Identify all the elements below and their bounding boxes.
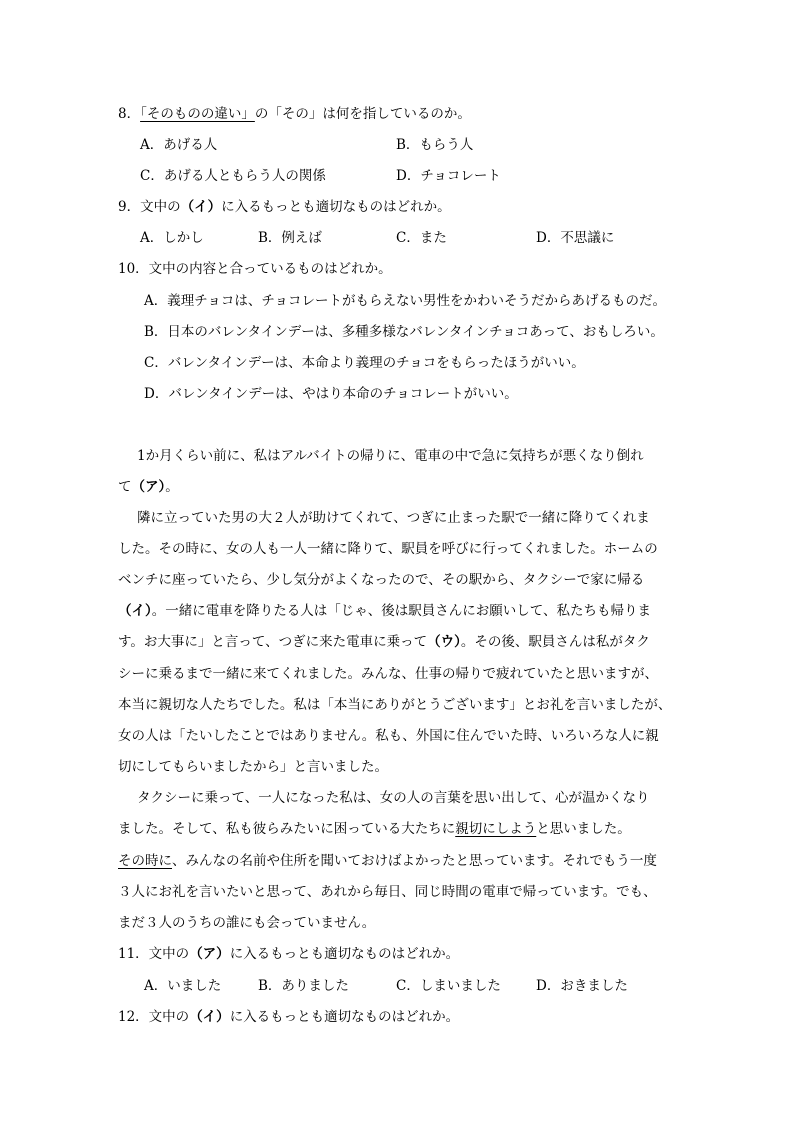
q8-number: 8． bbox=[118, 106, 141, 122]
q9-option-a: A．しかし bbox=[140, 230, 204, 246]
passage-text: 。その後、駅員さんは私がタク bbox=[460, 634, 650, 650]
passage-text: 。一緒に電車を降りたる人は「じゃ、後は駅員さんにお願いして、私たちも帰りま bbox=[151, 603, 651, 619]
q12-stem-rest: に入るもっとも適切なものはどれか。 bbox=[229, 1009, 460, 1025]
q10-option-c: C．バレンタインデーは、本命より義理のチョコをもらったほうがいい。 bbox=[144, 355, 585, 371]
q8-stem-rest: の「その」は何を指しているのか。 bbox=[254, 106, 471, 122]
q9-option-d: D．不思議に bbox=[536, 230, 615, 246]
passage-line: ３人にお礼を言いたいと思って、あれから毎日、同じ時間の電車で帰っています。でも、 bbox=[118, 884, 657, 900]
q12-number: 12．文中の bbox=[118, 1009, 190, 1025]
passage-line: シーに乗るまで一緒に来てくれました。みんな、仕事の帰りで疲れていたと思いますが、 bbox=[118, 666, 658, 682]
blank-i: （イ） bbox=[118, 603, 152, 619]
passage-line: まだ３人のうちの誰にも会っていません。 bbox=[118, 915, 376, 931]
passage-line: タクシーに乗って、一人になった私は、女の人の言葉を思い出して、心が温かくなり bbox=[137, 790, 650, 806]
q8-option-a: A．あげる人 bbox=[140, 137, 218, 153]
q8-option-c: C．あげる人ともらう人の関係 bbox=[140, 168, 326, 184]
q9-option-c: C．また bbox=[396, 230, 447, 246]
passage-line: 本当に親切な人たちでした。私は「本当にありがとうございます」とお礼を言いましたが、 bbox=[118, 697, 672, 713]
q8-option-b: B．もらう人 bbox=[396, 137, 474, 153]
q9-stem bbox=[118, 198, 451, 216]
q10-option-a: A．義理チョコは、チョコレートがもらえない男性をかわいそうだからあげるものだ。 bbox=[144, 293, 666, 309]
passage-line: 切にしてもらいましたから」と言いました。 bbox=[118, 759, 388, 775]
q11-option-c: C．しまいました bbox=[396, 978, 501, 994]
passage-line bbox=[118, 820, 631, 838]
q10-stem: 10．文中の内容と合っているものはどれか。 bbox=[118, 261, 392, 277]
q11-stem-rest: に入るもっとも適切なものはどれか。 bbox=[229, 946, 460, 962]
blank-a: （ア） bbox=[131, 479, 166, 495]
passage-line: した。その時に、女の人も一人一緒に降りて、駅員を呼びに行ってくれました。ホームの bbox=[118, 541, 658, 557]
q9-stem-rest: に入るもっとも適切なものはどれか。 bbox=[221, 199, 451, 215]
q10-option-b: B．日本のバレンタインデーは、多種多様なバレンタインチョコあって、おもしろい。 bbox=[144, 324, 664, 340]
passage-line: 1か月くらい前に、私はアルバイトの帰りに、電車の中で急に気持ちが悪くなり倒れ bbox=[137, 448, 644, 464]
passage-text: す。お大事に」と言って、つぎに来た電車に乗って bbox=[118, 634, 428, 650]
passage-line: 女の人は「たいしたことではありません。私も、外国に住んでいた時、いろいろな人に親 bbox=[118, 728, 659, 744]
passage-line: 隣に立っていた男の大２人が助けてくれて、つぎに止まった駅で一緒に降りてくれま bbox=[137, 510, 650, 526]
underlined-phrase: その時に bbox=[118, 853, 172, 869]
passage-text: 、みんなの名前や住所を聞いておけばよかったと思っています。それでもう一度 bbox=[172, 853, 657, 869]
q8-option-d: D．チョコレート bbox=[396, 168, 501, 184]
q12-stem bbox=[118, 1008, 459, 1026]
q11-blank: （ア） bbox=[189, 946, 230, 962]
blank-u: （ウ） bbox=[427, 634, 461, 650]
q10-option-d: D．バレンタインデーは、やはり本命のチョコレートがいい。 bbox=[144, 386, 518, 402]
q11-stem bbox=[118, 945, 459, 963]
passage-line bbox=[118, 852, 657, 870]
q11-option-a: A．いました bbox=[144, 978, 222, 994]
passage-line bbox=[118, 602, 651, 620]
passage-text: て bbox=[118, 479, 132, 495]
q12-blank: （イ） bbox=[189, 1009, 230, 1025]
passage-line: ベンチに座っていたら、少し気分がよくなったので、その駅から、タクシーで家に帰る bbox=[118, 572, 645, 588]
q9-option-b: B．例えば bbox=[258, 230, 322, 246]
passage-line bbox=[118, 633, 650, 651]
q9-number: 9．文中の bbox=[118, 199, 181, 215]
q9-blank: （イ） bbox=[180, 199, 222, 215]
q8-stem bbox=[118, 105, 471, 123]
underlined-phrase: 親切にしよう bbox=[455, 821, 537, 837]
q11-option-b: B．ありました bbox=[258, 978, 349, 994]
passage-line bbox=[118, 478, 179, 496]
passage-text: ました。そして、私も彼らみたいに困っている大たちに bbox=[118, 821, 456, 837]
passage-text: 。 bbox=[165, 479, 179, 495]
q11-option-d: D．おきました bbox=[536, 978, 628, 994]
q8-quote: 「そのものの違い」 bbox=[140, 106, 255, 122]
passage-text: と思いました。 bbox=[536, 821, 631, 837]
q11-number: 11．文中の bbox=[118, 946, 190, 962]
